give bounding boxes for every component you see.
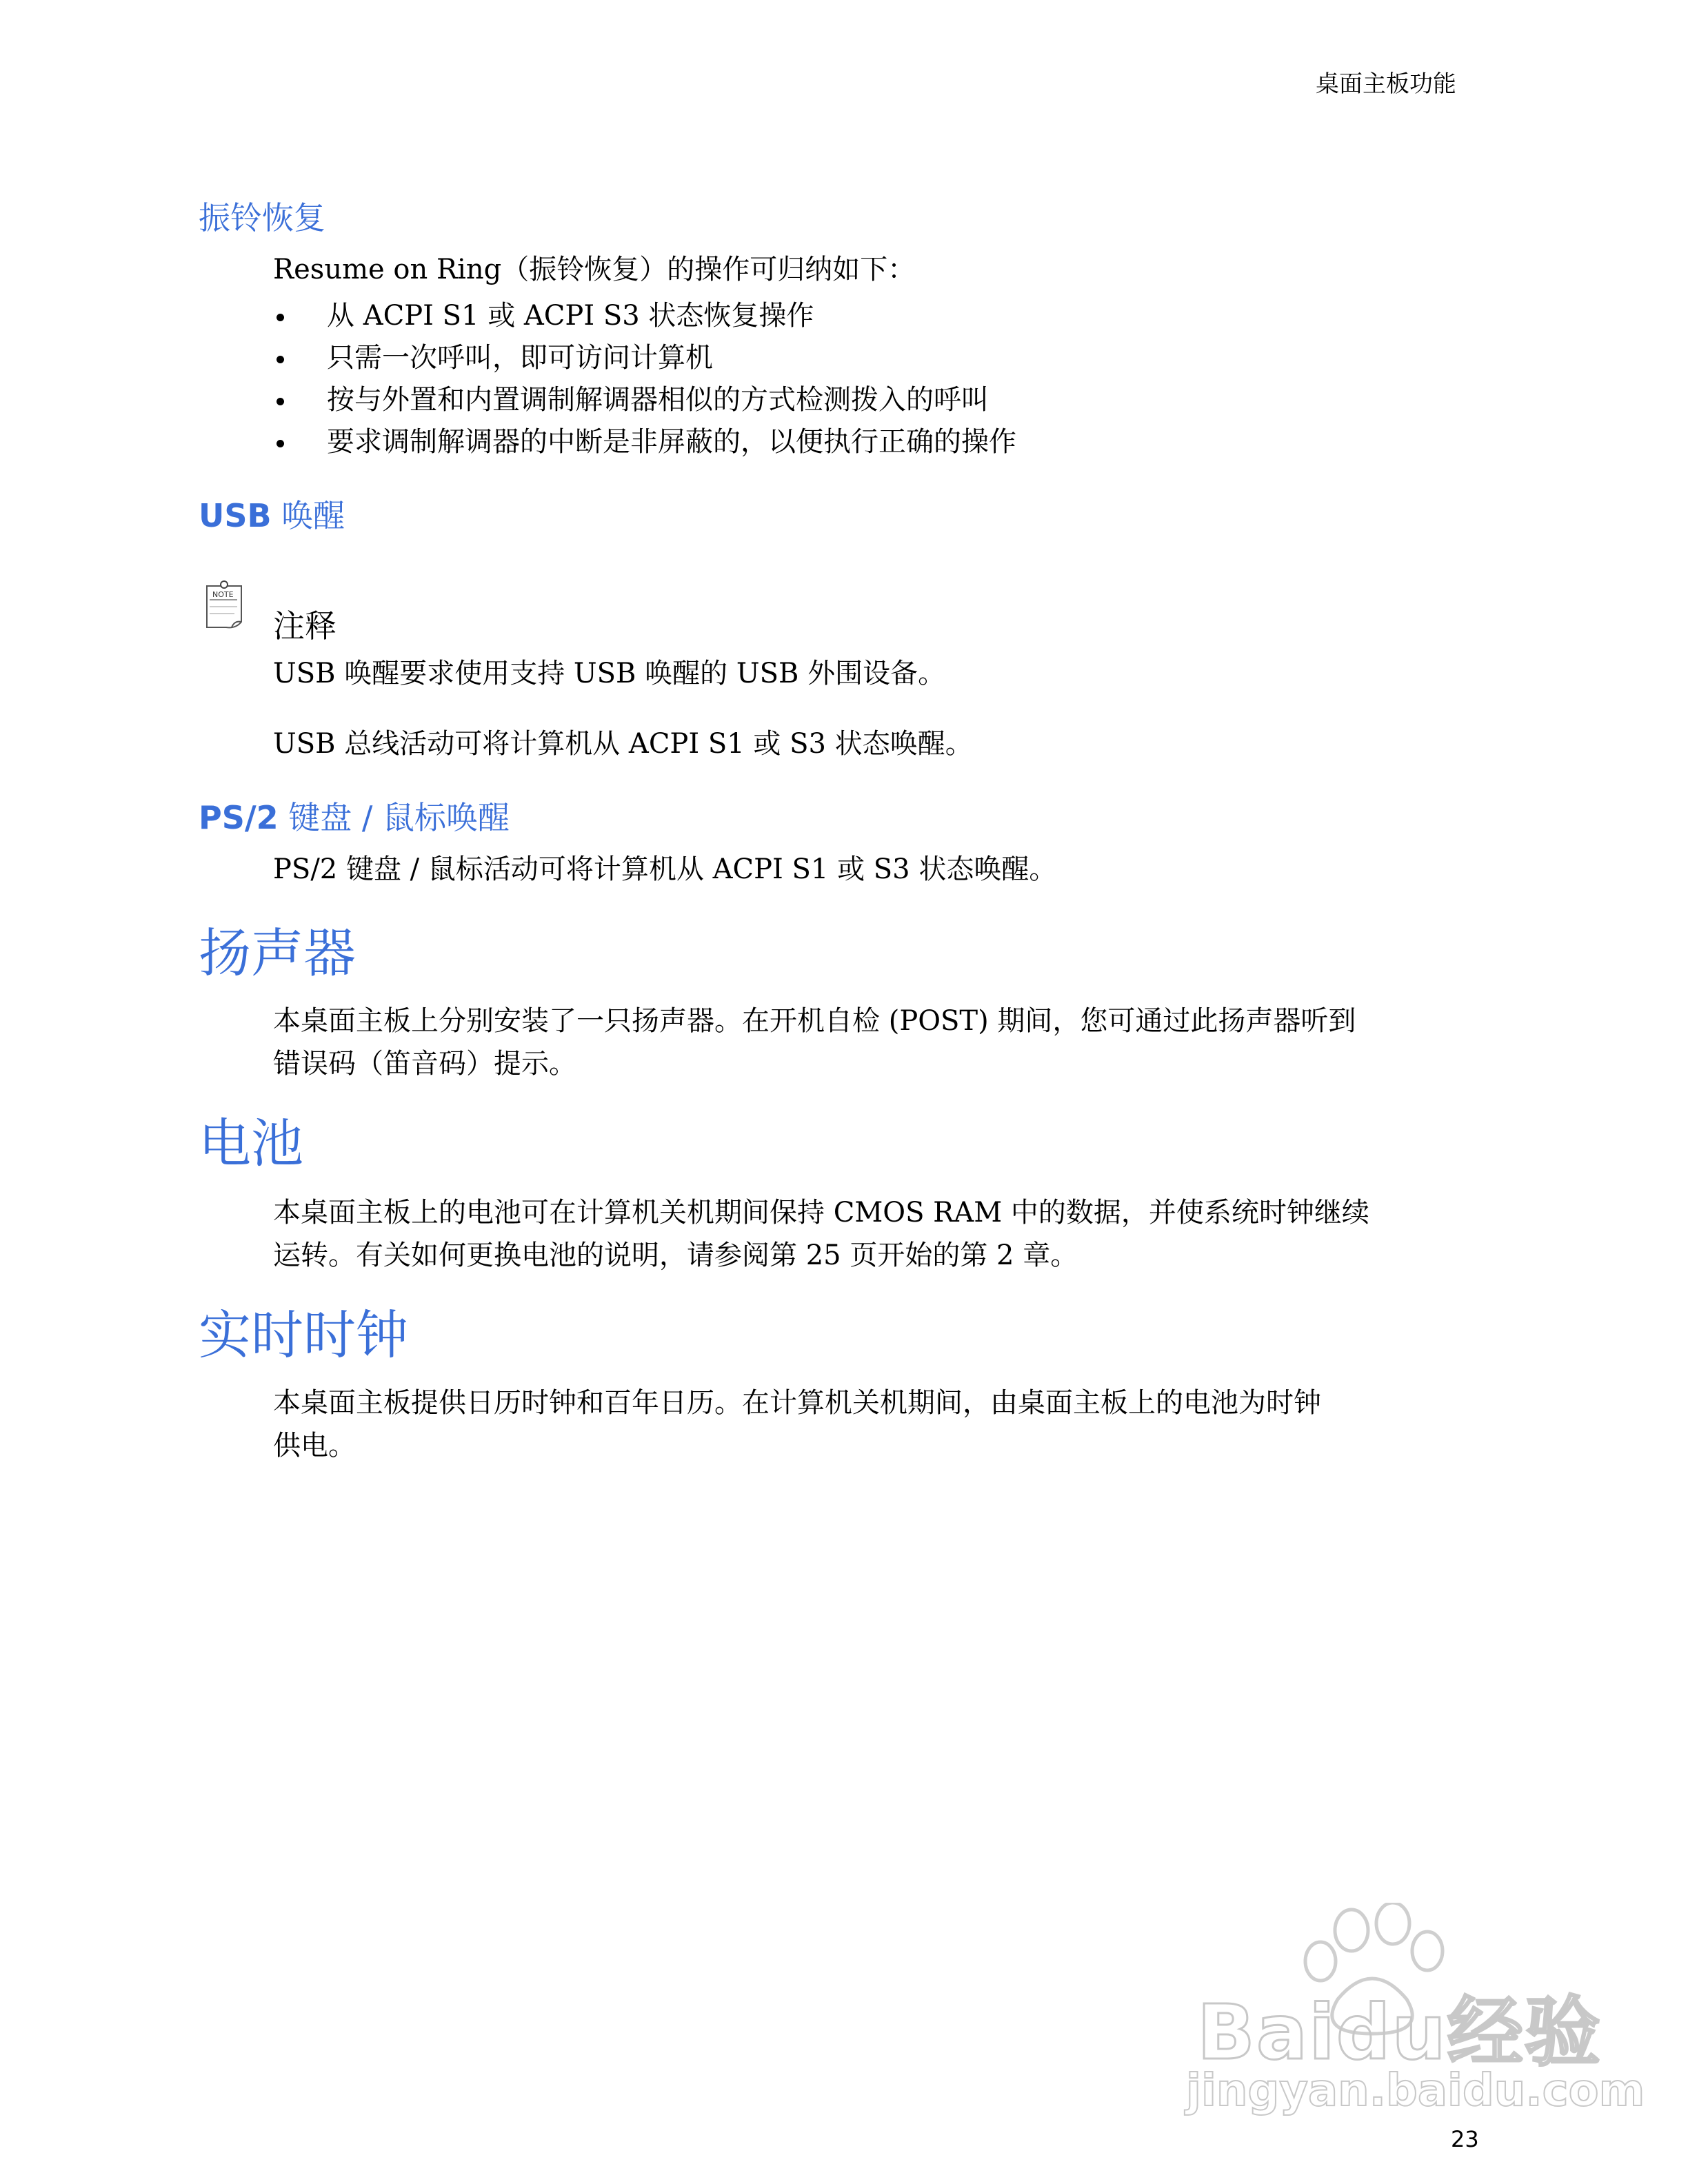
list-item: 要求调制解调器的中断是非屏蔽的，以便执行正确的操作 [273, 421, 1016, 463]
section-heading-battery: 电池 [199, 1113, 303, 1174]
note-label: 注释 [273, 607, 336, 645]
battery-paragraph [273, 1191, 1459, 1277]
section-heading-rtc: 实时时钟 [199, 1304, 408, 1366]
watermark-url: jingyan.baidu.com [1186, 2065, 1645, 2116]
usb-wake-text: USB 总线活动可将计算机从 ACPI S1 或 S3 状态唤醒。 [273, 728, 973, 760]
ring-resume-bullet-list [273, 295, 1016, 463]
ps2-wake-text: PS/2 键盘 / 鼠标活动可将计算机从 ACPI S1 或 S3 状态唤醒。 [273, 853, 1057, 885]
rtc-paragraph [273, 1382, 1459, 1467]
page-number: 23 [1451, 2126, 1479, 2152]
section-heading-usb-wake [199, 496, 345, 535]
speaker-line-2: 错误码（笛音码）提示。 [273, 1048, 576, 1080]
heading-acronym: USB [199, 497, 272, 534]
watermark-brand: Baidu经验 [1197, 1988, 1602, 2076]
running-header: 桌面主板功能 [1316, 70, 1456, 98]
speaker-line-1: 本桌面主板上分别安装了一只扬声器。在开机自检 (POST) 期间，您可通过此扬声器听到 [273, 1005, 1356, 1037]
ring-resume-intro: Resume on Ring（振铃恢复）的操作可归纳如下： [273, 254, 916, 285]
list-item: 只需一次呼叫，即可访问计算机 [273, 337, 1016, 379]
speaker-paragraph [273, 1000, 1459, 1085]
rtc-line-2: 供电。 [273, 1430, 356, 1462]
section-heading-ps2-wake [199, 798, 510, 837]
svg-text:NOTE: NOTE [212, 590, 234, 599]
note-icon [201, 579, 250, 634]
section-heading-ring-resume: 振铃恢复 [199, 199, 325, 236]
heading-text: 唤醒 [271, 497, 345, 534]
usb-note-text: USB 唤醒要求使用支持 USB 唤醒的 USB 外围设备。 [273, 658, 946, 689]
rtc-line-1: 本桌面主板提供日历时钟和百年日历。在计算机关机期间，由桌面主板上的电池为时钟 [273, 1387, 1321, 1419]
heading-text: 键盘 / 鼠标唤醒 [278, 799, 510, 836]
list-item: 从 ACPI S1 或 ACPI S3 状态恢复操作 [273, 295, 1016, 337]
heading-acronym: PS/2 [199, 799, 279, 836]
list-item: 按与外置和内置调制解调器相似的方式检测拨入的呼叫 [273, 379, 1016, 421]
section-heading-speaker: 扬声器 [199, 922, 356, 984]
battery-line-2: 运转。有关如何更换电池的说明，请参阅第 25 页开始的第 2 章。 [273, 1240, 1078, 1271]
battery-line-1: 本桌面主板上的电池可在计算机关机期间保持 CMOS RAM 中的数据，并使系统时钟继续 [273, 1197, 1369, 1228]
